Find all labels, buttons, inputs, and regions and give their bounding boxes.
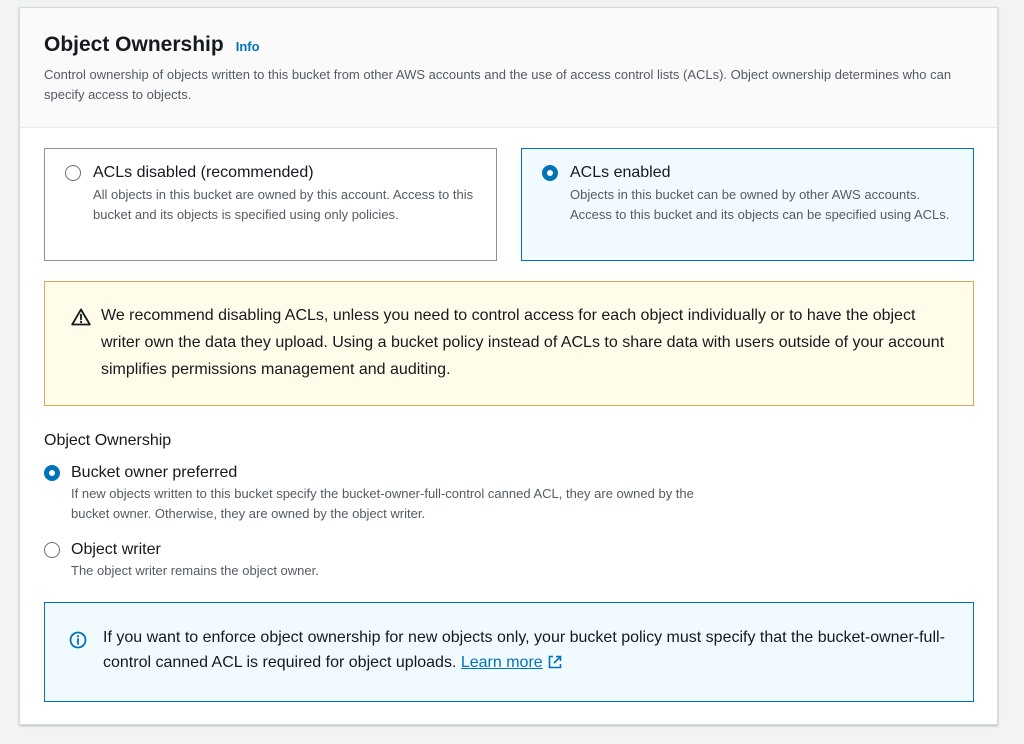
info-text <box>103 625 949 678</box>
bucket-owner-preferred-radio[interactable] <box>44 465 60 481</box>
info-message: If you want to enforce object ownership for new objects only, your bucket policy must specify that the bucket-owner-full-control canned ACL is required for object uploads. <box>103 629 945 671</box>
tile-label: ACLs disabled (recommended) <box>93 164 314 181</box>
acls-enabled-radio[interactable] <box>542 165 558 181</box>
learn-more-link[interactable]: Learn more <box>460 654 543 671</box>
warning-text: We recommend disabling ACLs, unless you need to control access for each object individually or to have the object writer own the data they upload. Using a bucket policy instead of ACLs to share data with users outside of your account simplifies permissions management and auditing. <box>101 307 945 378</box>
option-label[interactable]: Bucket owner preferred <box>71 464 238 481</box>
tile-acls-enabled[interactable] <box>521 148 974 261</box>
option-description: The object writer remains the object owner. <box>71 563 319 578</box>
info-alert <box>44 602 974 702</box>
object-writer-radio[interactable] <box>44 542 60 558</box>
title-row <box>44 33 973 57</box>
panel-description: Control ownership of objects written to this bucket from other AWS accounts and the use of access control lists (ACLs). Object ownership determines who can specify access to objects. <box>44 67 952 102</box>
option-description: If new objects written to this bucket specify the bucket-owner-full-control canned ACL, they are owned by the bucket owner. Otherwise, they are owned by the object writer. <box>71 486 694 521</box>
info-link[interactable]: Info <box>235 39 260 54</box>
option-bucket-owner-preferred[interactable] <box>44 462 731 524</box>
warning-triangle-icon <box>71 308 91 331</box>
info-circle-icon <box>69 631 87 654</box>
tile-acls-disabled[interactable] <box>44 148 497 261</box>
external-link-icon[interactable] <box>547 653 563 678</box>
acl-tiles <box>44 148 974 261</box>
page-title: Object Ownership <box>44 33 224 56</box>
tile-label: ACLs enabled <box>570 164 671 181</box>
tile-description: All objects in this bucket are owned by this account. Access to this bucket and its objects is specified using only policies. <box>93 187 474 222</box>
acls-disabled-radio[interactable] <box>65 165 81 181</box>
option-object-writer[interactable] <box>44 539 319 581</box>
panel-header <box>20 8 997 128</box>
ownership-label: Object Ownership <box>44 432 172 449</box>
object-ownership-panel <box>19 7 998 725</box>
tile-description: Objects in this bucket can be owned by other AWS accounts. Access to this bucket and its objects can be specified using ACLs. <box>570 187 950 222</box>
warning-alert <box>44 281 974 406</box>
option-label[interactable]: Object writer <box>71 541 161 558</box>
